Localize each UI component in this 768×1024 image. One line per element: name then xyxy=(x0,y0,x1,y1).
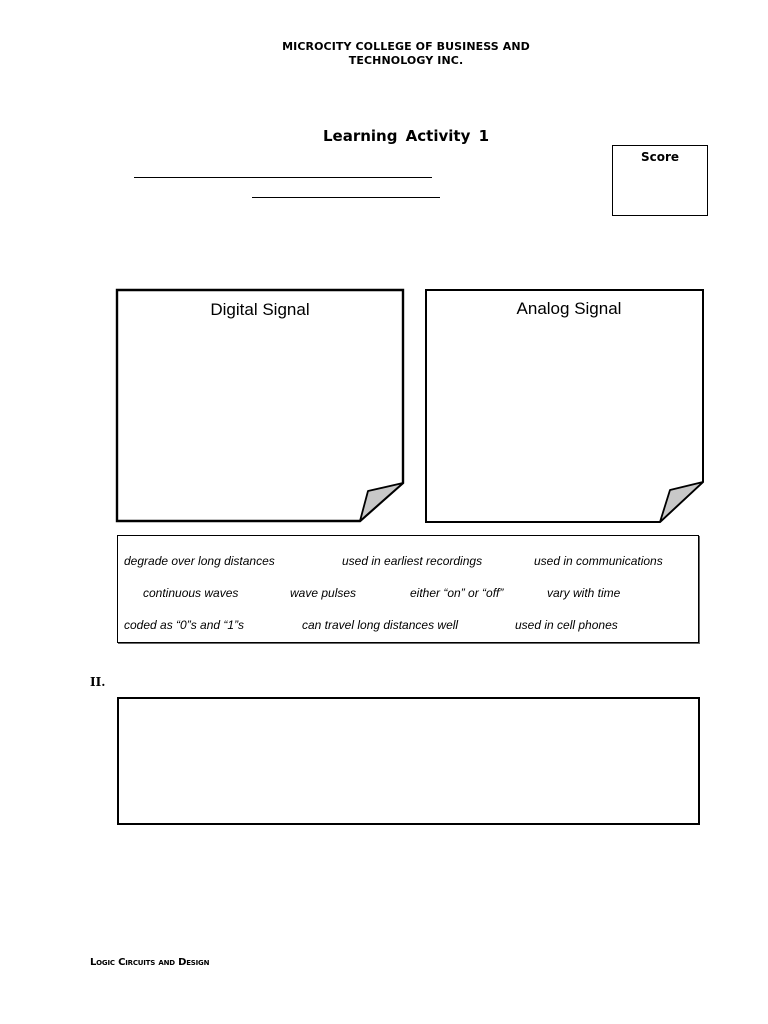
college-name-line-2: TECHNOLOGY INC. xyxy=(348,54,464,67)
word-bank xyxy=(117,535,699,643)
section-blank-line[interactable] xyxy=(252,197,440,198)
word-bank-item[interactable]: used in earliest recordings xyxy=(342,554,483,568)
name-blank-line[interactable] xyxy=(134,177,432,178)
word-bank-item[interactable]: continuous waves xyxy=(143,586,239,600)
college-name-line-1: MICROCITY COLLEGE OF BUSINESS AND xyxy=(282,40,530,53)
digital-signal-title: Digital Signal xyxy=(210,300,310,319)
word-bank-item[interactable]: used in cell phones xyxy=(515,618,618,632)
activity-title: Learning Activity 1 xyxy=(322,127,490,145)
word-bank-item[interactable]: either “on” or “off” xyxy=(410,586,504,600)
word-bank-item[interactable]: used in communications xyxy=(534,554,663,568)
word-bank-item[interactable]: coded as “0”s and “1”s xyxy=(124,618,245,632)
analog-signal-card[interactable] xyxy=(422,286,708,526)
page-footer: Logic Circuits and Design xyxy=(90,957,210,968)
section-two-label: II. xyxy=(90,675,106,689)
section-two-answer-box[interactable] xyxy=(117,697,700,825)
word-bank-item[interactable]: vary with time xyxy=(547,586,621,600)
digital-signal-card[interactable] xyxy=(114,287,408,525)
word-bank-item[interactable]: can travel long distances well xyxy=(302,618,459,632)
analog-signal-title: Analog Signal xyxy=(516,299,622,318)
word-bank-item[interactable]: wave pulses xyxy=(290,586,357,600)
score-label: Score xyxy=(640,150,680,164)
score-box[interactable] xyxy=(612,145,708,216)
word-bank-item[interactable]: degrade over long distances xyxy=(124,554,275,568)
